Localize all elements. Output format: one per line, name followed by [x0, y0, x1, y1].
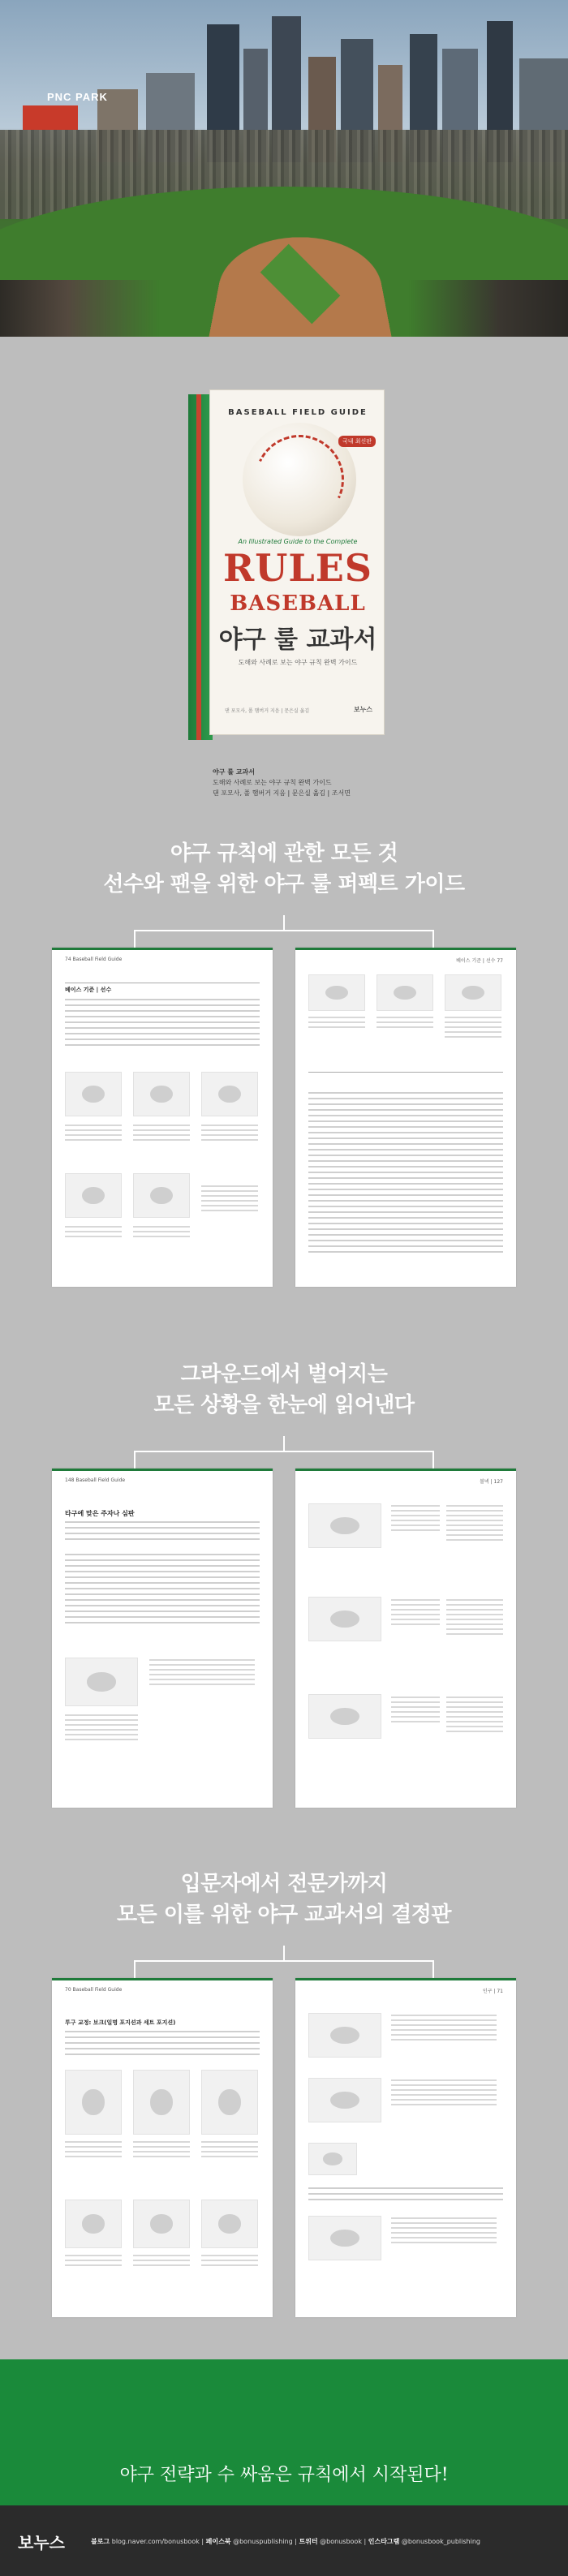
slogan-text: 야구 전략과 수 싸움은 규칙에서 시작된다!	[119, 2465, 449, 2485]
book-cover-image	[188, 389, 385, 740]
figure	[65, 1658, 138, 1706]
twitter-link[interactable]: @bonusbook	[320, 2538, 362, 2545]
book-publisher: 보누스	[353, 706, 372, 713]
publisher-logo: 보누스	[18, 2533, 65, 2552]
figure	[308, 2216, 381, 2260]
book-subtitle-en: An Illustrated Guide to the Complete	[238, 538, 358, 545]
body-text	[65, 999, 260, 1050]
page-section-title: 투구 교정: 보크(일명 포지션과 세트 포지션)	[65, 2019, 176, 2026]
sample-page-2	[295, 948, 516, 1287]
book-info-title: 야구 룰 교과서	[213, 768, 255, 776]
section3-line1: 입문자에서 전문가까지	[180, 1872, 388, 1896]
book-front	[209, 389, 385, 735]
slogan-banner	[0, 2359, 568, 2505]
park-sign-text: PNC PARK	[47, 91, 108, 103]
sample-page-4	[295, 1469, 516, 1808]
section1-line1: 야구 규칙에 관한 모든 것	[170, 841, 398, 866]
section1-connector	[0, 915, 568, 948]
figure	[445, 974, 501, 1011]
section2-connector	[0, 1436, 568, 1469]
edition-badge: 국내 최신판	[338, 436, 376, 447]
section3-line2: 모든 이를 위한 야구 교과서의 결정판	[117, 1903, 451, 1927]
book-info	[213, 767, 480, 798]
page-header: 인구 | 71	[482, 1989, 503, 1994]
book-title-baseball: BASEBALL	[230, 591, 366, 616]
crowd	[0, 280, 568, 337]
page-header: 148 Baseball Field Guide	[65, 1477, 126, 1483]
figure	[65, 1173, 122, 1218]
figure	[377, 974, 433, 1011]
figure	[201, 2200, 258, 2248]
figure	[133, 1173, 190, 1218]
book-series-label: BASEBALL FIELD GUIDE	[228, 408, 368, 417]
book-title-rules: RULES	[223, 546, 372, 590]
footer	[0, 2505, 568, 2576]
figure	[201, 1072, 258, 1116]
figure	[308, 2078, 381, 2122]
page-section-rule	[308, 1072, 503, 1075]
park-sign-board	[23, 105, 78, 130]
figure	[65, 2200, 122, 2248]
figure	[133, 1072, 190, 1116]
sample-page-6	[295, 1978, 516, 2317]
sample-page-3	[52, 1469, 273, 1808]
blog-link[interactable]: blog.naver.com/bonusbook	[111, 2538, 200, 2545]
figure	[308, 1694, 381, 1739]
figure	[133, 2070, 190, 2135]
hero-stadium-photo	[0, 0, 568, 337]
section3-connector	[0, 1946, 568, 1978]
page-section-title: 타구에 맞은 주자나 심판	[65, 1510, 135, 1517]
section2-line2: 모든 상황을 한눈에 읽어낸다	[153, 1393, 415, 1417]
section1-heading	[0, 838, 568, 900]
section3-heading	[0, 1869, 568, 1930]
page-header: 볼넥 | 127	[480, 1479, 503, 1485]
book-title-korean: 야구 룰 교과서	[218, 626, 377, 654]
instagram-link[interactable]: @bonusbook_publishing	[401, 2538, 480, 2545]
figure	[201, 2070, 258, 2135]
figure	[308, 1503, 381, 1548]
figure	[133, 2200, 190, 2248]
sample-page-1	[52, 948, 273, 1287]
figure	[308, 2143, 357, 2175]
figure	[65, 2070, 122, 2135]
page-header: 70 Baseball Field Guide	[65, 1987, 123, 1993]
book-tagline: 도해와 사례로 보는 야구 규칙 완벽 가이드	[238, 659, 358, 666]
figure	[65, 1072, 122, 1116]
page-header: 베이스 기준 | 선수 77	[456, 958, 503, 964]
sample-page-5	[52, 1978, 273, 2317]
figure	[308, 974, 365, 1011]
book-info-desc: 도해와 사례로 보는 야구 규칙 완벽 가이드	[213, 779, 332, 786]
figure	[308, 2013, 381, 2058]
facebook-link[interactable]: @bonuspublishing	[233, 2538, 293, 2545]
book-info-credits: 댄 포모사, 폴 햄버거 지음 | 문은실 옮김 | 조서면	[213, 789, 351, 797]
book-authors: 댄 포모사, 폴 햄버거 지음 | 문은실 옮김	[225, 708, 310, 714]
blog-label: 블로그	[91, 2538, 110, 2545]
twitter-label: 트위터	[299, 2538, 318, 2545]
page-section-title: 베이스 기준 | 선수	[65, 983, 260, 994]
figure	[308, 1597, 381, 1641]
section2-line1: 그라운드에서 벌어지는	[180, 1362, 388, 1387]
page-header: 74 Baseball Field Guide	[65, 957, 123, 962]
social-links: 블로그 blog.naver.com/bonusbook | 페이스북 @bonuspublishing | 트위터 @bonusbook | 인스타그램 @bonusbook_publishing	[91, 2538, 480, 2545]
section2-heading	[0, 1359, 568, 1421]
facebook-label: 페이스북	[205, 2538, 231, 2545]
section1-line2: 선수와 팬을 위한 야구 룰 퍼펙트 가이드	[103, 872, 465, 897]
instagram-label: 인스타그램	[368, 2538, 400, 2545]
